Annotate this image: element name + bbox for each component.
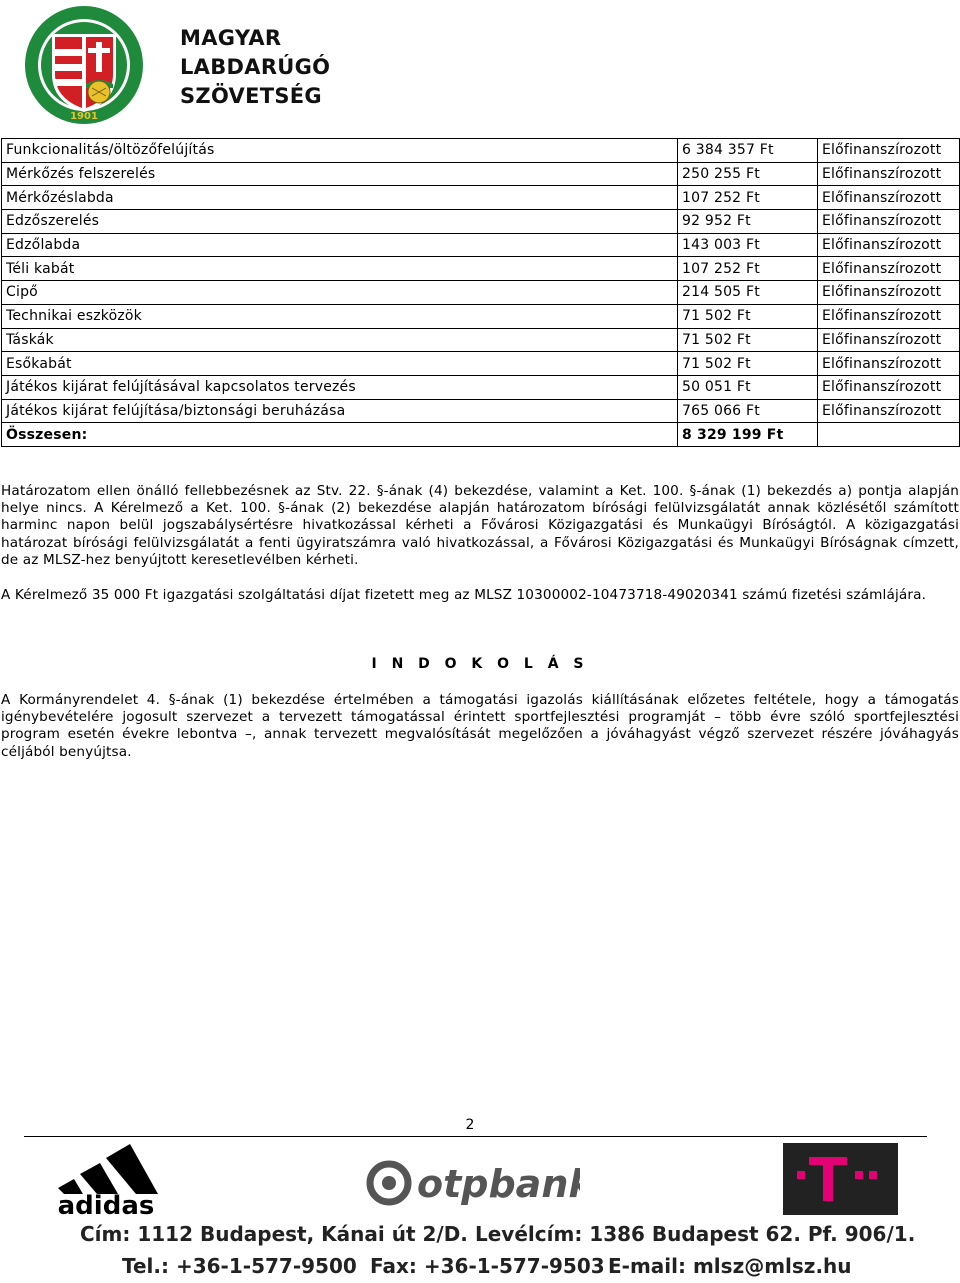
table-row [2,210,960,234]
cost-status-cell: Előfinanszírozott [818,352,960,376]
logo-wordmark [180,24,330,111]
footer-fax: Fax: +36-1-577-9503 [370,1254,605,1278]
reasoning-heading: I N D O K O L Á S [371,656,589,672]
page-number: 2 [465,1117,475,1133]
table-row [2,257,960,281]
mlsz-seal-icon [22,4,146,126]
cost-item-cell: Edzőlabda [2,233,678,257]
telekom-t-icon [783,1143,898,1215]
cost-status-cell: Előfinanszírozott [818,186,960,210]
footer-email: E-mail: mlsz@mlsz.hu [608,1254,852,1278]
cost-amount-cell: 143 003 Ft [678,233,818,257]
cost-status-cell: Előfinanszírozott [818,257,960,281]
cost-status-cell: Előfinanszírozott [818,162,960,186]
cost-status-cell: Előfinanszírozott [818,304,960,328]
cost-item-cell: Játékos kijárat felújításával kapcsolatos tervezés [2,375,678,399]
cost-amount-cell: 250 255 Ft [678,162,818,186]
cost-amount-cell: 6 384 357 Ft [678,139,818,163]
cost-status-cell: Előfinanszírozott [818,233,960,257]
cost-item-cell: Technikai eszközök [2,304,678,328]
cost-status-cell: Előfinanszírozott [818,139,960,163]
table-row [2,328,960,352]
cost-item-cell: Esőkabát [2,352,678,376]
cost-amount-cell: 50 051 Ft [678,375,818,399]
cost-amount-cell: 107 252 Ft [678,186,818,210]
cost-amount-cell: 71 502 Ft [678,352,818,376]
cost-item-cell: Táskák [2,328,678,352]
logo-line-3: SZÖVETSÉG [180,84,322,108]
table-row [2,375,960,399]
cost-amount-cell: 107 252 Ft [678,257,818,281]
cost-table-body [2,139,960,447]
table-row [2,281,960,305]
total-status-cell [818,423,960,447]
otpbank-wordmark: otpbank [417,1162,580,1206]
cost-item-cell: Mérkőzés felszerelés [2,162,678,186]
cost-amount-cell: 71 502 Ft [678,328,818,352]
total-label: Összesen: [2,423,678,447]
cost-status-cell: Előfinanszírozott [818,328,960,352]
cost-item-cell: Funkcionalitás/öltözőfelújítás [2,139,678,163]
appeal-paragraph: Határozatom ellen önálló fellebbezésnek az Stv. 22. §-ának (4) bekezdése, valamint a Ket. 100. §-ának (1) bekezdés a) pontja alapján helye nincs. A Kérelmező a Ket. 100. §-ának (2) bekezdése alapján határozatom bírósági felülvizsgálatát annak közlésétől számított harminc napon belül jogszabálysértésre hivatkozással kérheti a Fővárosi Közigazgatási és Munkaügyi Bíróságtól. A közigazgatási határozat bírósági felülvizsgálatát a fenti ügyiratszámra való hivatkozással, a Fővárosi Közigazgatási és Munkaügyi Bíróságnak címzett, de az MLSZ-hez benyújtott keresetlevélben kérheti. [1,483,959,568]
logo-line-1: MAGYAR [180,26,282,50]
seal-year: 1901 [70,111,98,122]
table-total-row [2,423,960,447]
footer-address: Cím: 1112 Budapest, Kánai út 2/D. [80,1222,468,1246]
cost-status-cell: Előfinanszírozott [818,281,960,305]
adidas-wordmark: adidas [57,1191,155,1217]
cost-item-cell: Cipő [2,281,678,305]
footer-contact-row [80,1254,900,1280]
footer-phone: Tel.: +36-1-577-9500 [122,1254,357,1278]
footer-mail-address: Levélcím: 1386 Budapest 62. Pf. 906/1. [475,1222,916,1246]
cost-status-cell: Előfinanszírozott [818,399,960,423]
mlsz-logo [22,4,331,126]
table-row [2,304,960,328]
cost-amount-cell: 214 505 Ft [678,281,818,305]
logo-line-2: LABDARÚGÓ [180,55,331,79]
fee-paragraph: A Kérelmező 35 000 Ft igazgatási szolgáltatási díjat fizetett meg az MLSZ 10300002-10473718-49020341 számú fizetési számlájára. [1,587,927,603]
adidas-logo [50,1142,162,1217]
cost-item-cell: Játékos kijárat felújítása/biztonsági beruházása [2,399,678,423]
cost-item-cell: Téli kabát [2,257,678,281]
cost-amount-cell: 92 952 Ft [678,210,818,234]
otpbank-mark-icon [365,1155,580,1211]
cost-status-cell: Előfinanszírozott [818,375,960,399]
table-row [2,352,960,376]
cost-table [1,138,960,447]
cost-amount-cell: 71 502 Ft [678,304,818,328]
telekom-logo [783,1143,898,1215]
footer-address-row [80,1222,916,1248]
table-row [2,233,960,257]
total-amount: 8 329 199 Ft [678,423,818,447]
reasoning-paragraph: A Kormányrendelet 4. §-ának (1) bekezdése értelmében a támogatási igazolás kiállításának előzetes feltétele, hogy a támogatás igénybevételére jogosult szervezet a tervezett támogatással érintett sportfejlesztési programját – több évre szóló sportfejlesztési program esetén évekre lebontva –, annak tervezett megvalósítását megelőzően a jóváhagyást végző szervezet részére jóváhagyás céljából benyújtsa. [1,692,959,760]
table-row [2,162,960,186]
adidas-stripes-icon [50,1142,162,1217]
cost-item-cell: Mérkőzéslabda [2,186,678,210]
cost-status-cell: Előfinanszírozott [818,210,960,234]
cost-item-cell: Edzőszerelés [2,210,678,234]
otpbank-logo [365,1155,580,1211]
table-row [2,139,960,163]
cost-amount-cell: 765 066 Ft [678,399,818,423]
table-row [2,399,960,423]
table-row [2,186,960,210]
footer-divider [24,1136,927,1137]
